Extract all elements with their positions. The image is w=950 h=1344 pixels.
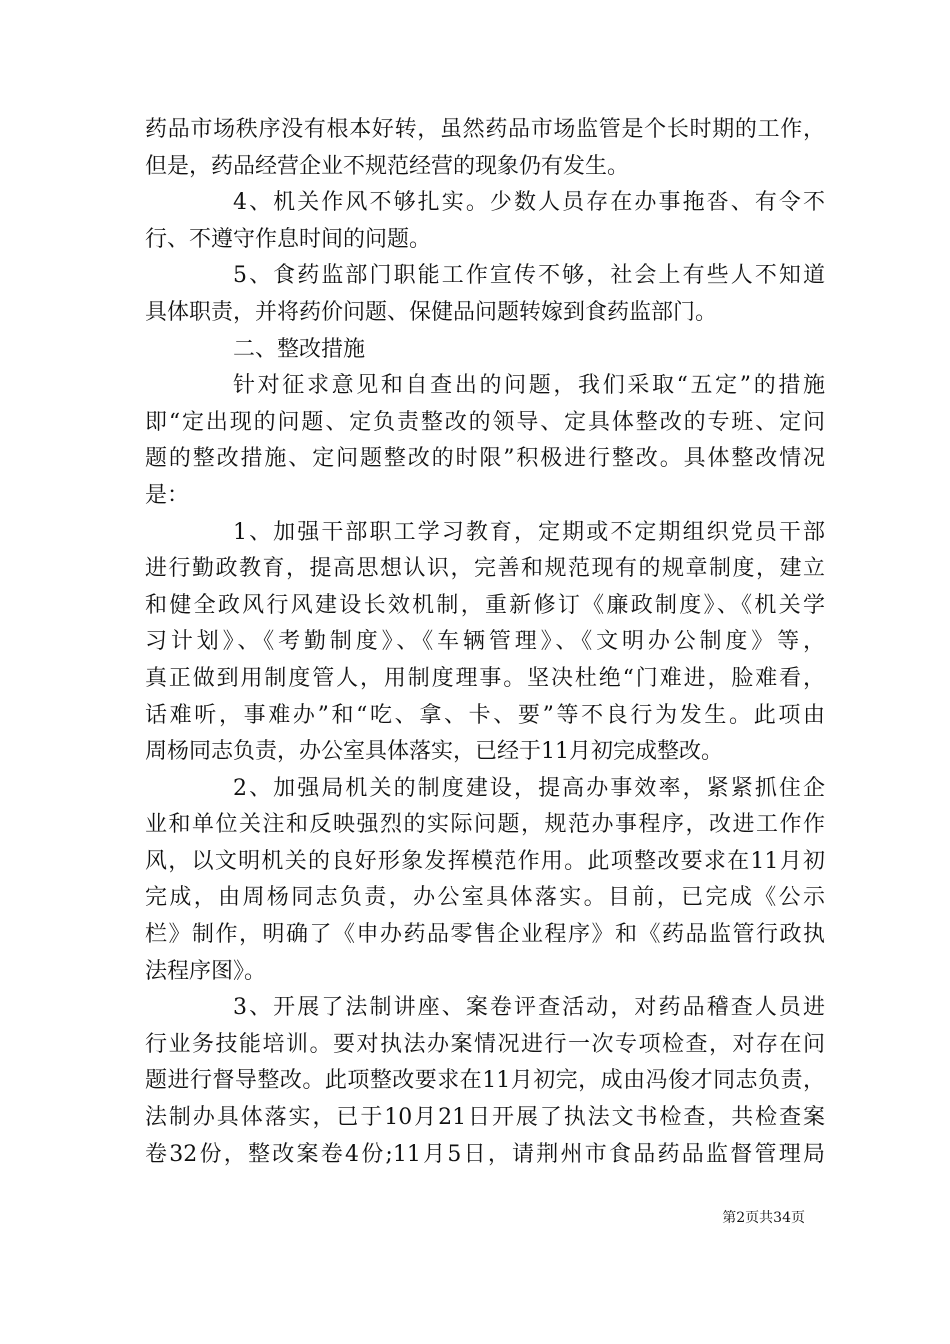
text-line: 是： [145, 482, 190, 508]
text-line: 二、整改措施 [233, 336, 366, 362]
document-body [145, 112, 825, 1173]
text-line: 法制办具体落实，已于10月21日开展了执法文书检查，共检查案 [145, 1105, 825, 1131]
text-line: 4、机关作风不够扎实。少数人员存在办事拖沓、有令不 [233, 190, 825, 216]
text-line: 5、食药监部门职能工作宣传不够，社会上有些人不知道 [233, 263, 825, 289]
text-line: 习计划》、《考勤制度》、《车辆管理》、《文明办公制度》等， [145, 629, 825, 655]
text-line: 法程序图》。 [145, 958, 267, 984]
text-line: 3、开展了法制讲座、案卷评查活动，对药品稽查人员进 [233, 995, 825, 1021]
text-line: 即“定出现的问题、定负责整改的领导、定具体整改的专班、定问 [145, 409, 825, 435]
text-line: 话难听，事难办”和“吃、拿、卡、要”等不良行为发生。此项由 [145, 702, 825, 728]
page-number: 第2页共34页 [722, 1210, 805, 1226]
text-line: 和健全政风行风建设长效机制，重新修订《廉政制度》、《机关学 [145, 592, 825, 618]
text-line: 具体职责，并将药价问题、保健品问题转嫁到食药监部门。 [145, 299, 718, 325]
text-line: 针对征求意见和自查出的问题，我们采取“五定”的措施 [233, 373, 825, 399]
text-line: 题的整改措施、定问题整改的时限”积极进行整改。具体整改情况 [145, 446, 825, 472]
text-line: 完成，由周杨同志负责，办公室具体落实。目前，已完成《公示 [145, 885, 825, 911]
text-line: 栏》制作，明确了《申办药品零售企业程序》和《药品监管行政执 [145, 922, 825, 948]
text-line: 2、加强局机关的制度建设，提高办事效率，紧紧抓住企 [233, 775, 825, 801]
text-line: 药品市场秩序没有根本好转，虽然药品市场监管是个长时期的工作， [145, 117, 825, 142]
text-line: 1、加强干部职工学习教育，定期或不定期组织党员干部 [233, 519, 825, 545]
text-line: 真正做到用制度管人，用制度理事。坚决杜绝“门难进，脸难看， [145, 665, 825, 691]
text-line: 行业务技能培训。要对执法办案情况进行一次专项检查，对存在问 [145, 1031, 825, 1057]
text-line: 但是，药品经营企业不规范经营的现象仍有发生。 [145, 153, 630, 179]
text-line: 行、不遵守作息时间的问题。 [145, 226, 432, 252]
text-line: 卷32份，整改案卷4份;11月5日，请荆州市食品药品监督管理局 [145, 1141, 825, 1167]
text-line: 周杨同志负责，办公室具体落实，已经于11月初完成整改。 [145, 739, 723, 765]
text-line: 风，以文明机关的良好形象发挥模范作用。此项整改要求在11月初 [145, 848, 825, 874]
text-line: 业和单位关注和反映强烈的实际问题，规范办事程序，改进工作作 [145, 812, 825, 838]
text-line: 进行勤政教育，提高思想认识，完善和规范现有的规章制度，建立 [145, 556, 825, 582]
text-line: 题进行督导整改。此项整改要求在11月初完，成由冯俊才同志负责， [145, 1068, 825, 1094]
